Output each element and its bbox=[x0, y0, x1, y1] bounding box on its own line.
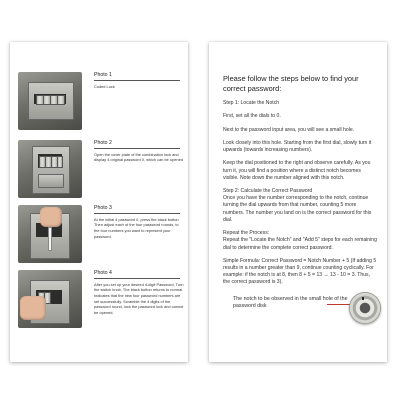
coded-lock-photo bbox=[18, 72, 82, 130]
instruction-paragraph: Once you have the number corresponding to the notch, continue turning the dial upwards from that number, counting 5 more numbers. The number you land on is the correct password for this dial. bbox=[223, 195, 372, 223]
step-title: Photo 2 bbox=[94, 140, 112, 146]
instruction-page-right bbox=[209, 42, 387, 362]
step-photo-2 bbox=[18, 140, 184, 200]
step2-heading: Step 2: Calculate the Correct Password bbox=[223, 188, 313, 194]
divider bbox=[94, 278, 180, 279]
step-photo-3 bbox=[18, 205, 184, 265]
instruction-paragraph: First, set all the dials to 0. bbox=[223, 113, 281, 120]
divider bbox=[94, 80, 180, 81]
lock-cover-open-photo bbox=[18, 140, 82, 198]
step-description: Open the cover plate of the combination lock and display 4 original password 0, which can be opened bbox=[94, 151, 183, 163]
instruction-paragraph: Repeat the "Locate the Notch" and "Add 5" steps for each remaining dial to determine the complete correct password. bbox=[223, 237, 377, 251]
repeat-heading: Repeat the Process: bbox=[223, 230, 270, 237]
instruction-page-left bbox=[10, 42, 188, 362]
step-description: At the initial 4 password 0, press the black button. Then adjust each of the four password rounds, to the four numbers you want to represent your password. bbox=[94, 216, 180, 239]
instruction-paragraph: Look closely into this hole. Starting from the first dial, slowly turn it upwards (towards increasing numbers). bbox=[223, 139, 372, 154]
divider bbox=[94, 213, 180, 214]
instruction-paragraph: Next to the password input area, you will see a small hole. bbox=[223, 126, 355, 133]
step1-heading: Step 1: Locate the Notch bbox=[223, 100, 280, 107]
step-description: After you set up your desired 4-digit Password, Turn the switch knob. The black button returns to normal. Indicates that the new four password numbers are set successfully. Scramble the 4 digits of the password round, lock the password lock and cannot be opened. bbox=[94, 281, 184, 316]
step-description: Coded Lock bbox=[94, 83, 115, 89]
press-button-photo bbox=[18, 205, 82, 263]
password-disk-image bbox=[349, 292, 381, 324]
step-title: Photo 4 bbox=[94, 270, 112, 276]
notch-marker bbox=[362, 297, 364, 300]
step-title: Photo 3 bbox=[94, 205, 112, 211]
turn-knob-photo bbox=[18, 270, 82, 328]
instruction-paragraph: Keep the dial positioned to the right and observe carefully. As you turn it, you will find a position where a distinct notch becomes visible. Note down the number aligned with this notch. bbox=[223, 160, 371, 181]
page-heading: Please follow the steps below to find your correct password: bbox=[223, 74, 359, 93]
step-title: Photo 1 bbox=[94, 72, 112, 78]
step-photo-4 bbox=[18, 270, 184, 330]
divider bbox=[94, 148, 180, 149]
notch-caption: The notch to be observed in the small hole of the password disk bbox=[233, 296, 348, 310]
formula-paragraph: Simple Formula: Correct Password = Notch Number + 5 (If adding 5 results in a number greater than 9, continue counting cyclically. For example: if the notch is at 8, then 8 + 5 = 13 → 13 - 10 = 3. Thus, the correct password is 3). bbox=[223, 257, 377, 286]
step-photo-1 bbox=[18, 72, 184, 132]
